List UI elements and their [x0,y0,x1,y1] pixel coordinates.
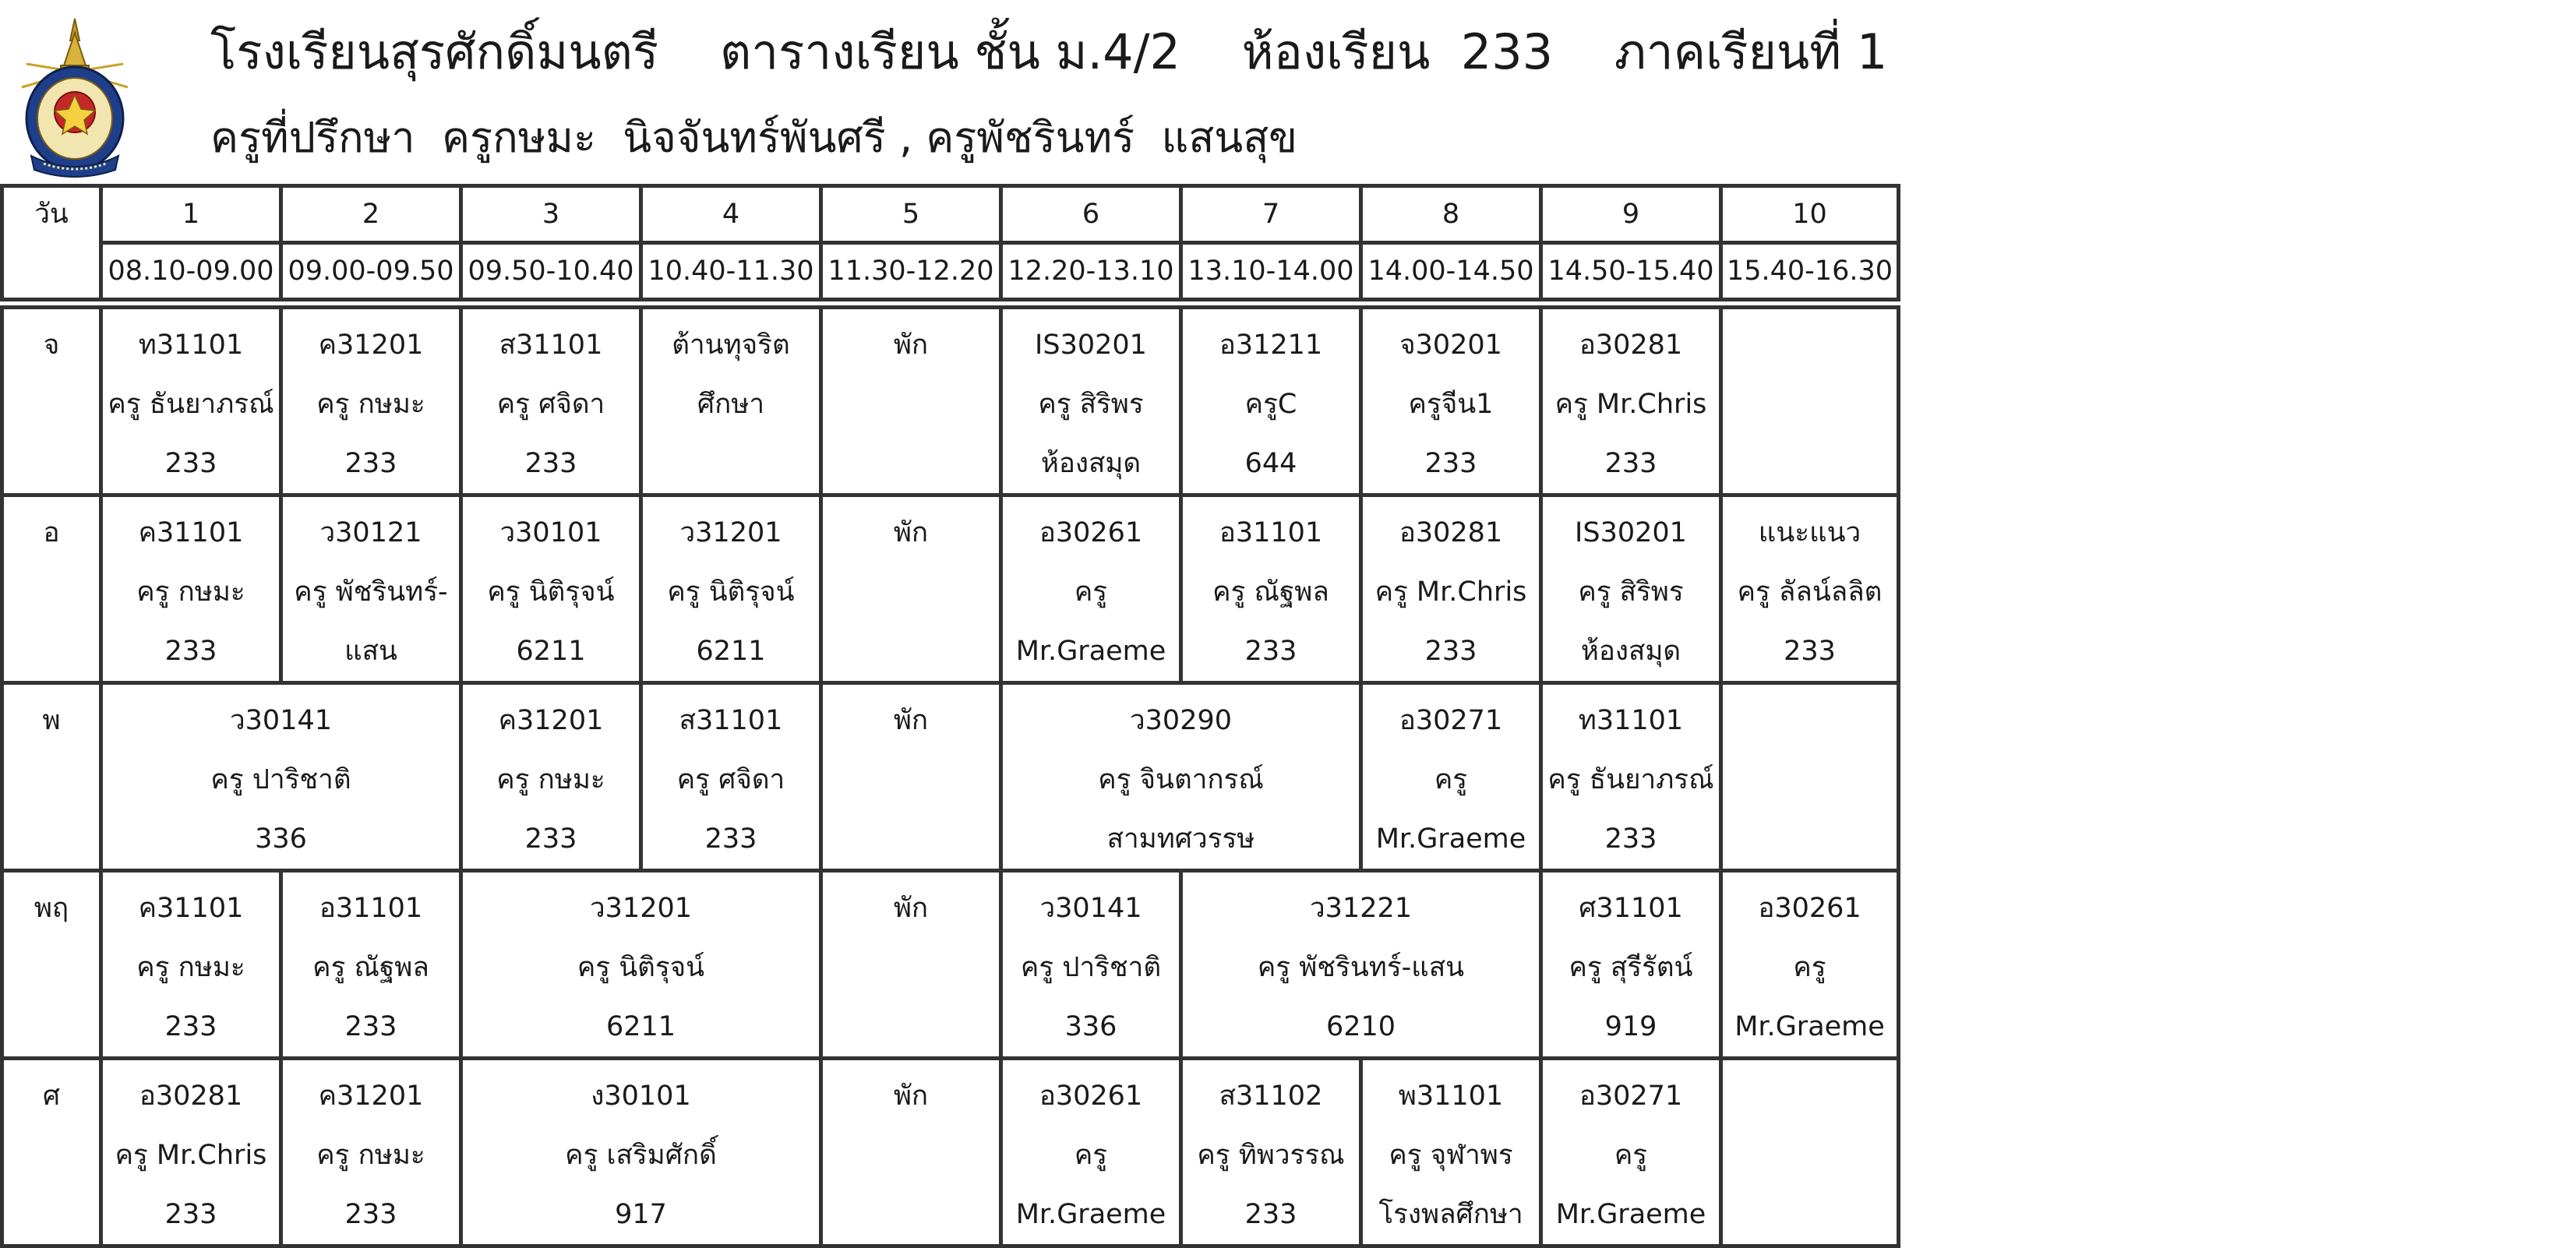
subject-code: ท31101 [138,330,244,361]
class-cell [1541,871,1721,1059]
teacher-name: ครู ศจิดา [676,764,785,795]
class-cell [1001,683,1361,871]
timetable [0,184,1900,1248]
room-number: 917 [615,1199,667,1230]
teacher-name: ศึกษา [697,389,765,420]
page-title: โรงเรียนสุรศักดิ์มนตรี ตารางเรียน ชั้น ม.4/2 ห้องเรียน 233 ภาคเรียนที่ 1 [210,23,1888,80]
class-cell [1721,871,1899,1059]
day-row [2,308,1899,495]
subject-code: อ31101 [1219,517,1323,548]
teacher-name: ครู ลัลน์ลลิต [1737,576,1883,608]
teacher-name: ครู จุฬาพร [1389,1140,1513,1171]
subject-code: ส31101 [499,330,603,361]
teacher-name: ครู สุรีรัตน์ [1569,952,1693,983]
day-label: พฤ [2,871,101,1059]
class-cell [1361,683,1541,871]
room-number: 233 [164,448,217,479]
room-number: Mr.Graeme [1375,823,1526,855]
teacher-name: ครู ปาริชาติ [1020,952,1162,983]
room-number: 233 [344,1199,397,1230]
period-number-row [2,186,1899,243]
subject-code: ส31101 [679,705,783,736]
subject-code: ศ31101 [1579,893,1683,924]
day-label: ศ [2,1059,101,1246]
period-time: 08.10-09.00 [101,243,281,300]
room-number: 644 [1244,448,1297,479]
teacher-name: ครู สิริพร [1038,389,1144,420]
period-time-row [2,243,1899,300]
subject-code: ส31102 [1219,1081,1323,1112]
room-number: 919 [1604,1011,1657,1042]
subject-code: อ30261 [1758,893,1861,924]
subject-code: ว30141 [1039,893,1142,924]
period-number: 10 [1721,186,1899,243]
teacher-name: ครู [1614,1140,1648,1171]
teacher-name: ครู ธันยาภรณ์ [108,389,274,420]
class-cell [641,308,821,495]
class-cell [461,871,821,1059]
empty-cell [1721,308,1899,495]
class-cell [821,871,1001,1059]
class-cell [101,308,281,495]
room-number: Mr.Graeme [1015,1199,1166,1230]
room-number: 233 [344,1011,397,1042]
teacher-name: ครู [1434,764,1468,795]
period-number: 4 [641,186,821,243]
room-number: 233 [1244,636,1297,667]
class-cell [641,495,821,683]
class-cell [461,683,641,871]
class-cell [101,871,281,1059]
subject-code: ท31101 [1578,705,1684,736]
subject-code: อ30261 [1039,1081,1143,1112]
class-cell [461,495,641,683]
room-number: Mr.Graeme [1015,636,1166,667]
teacher-name: ครู Mr.Chris [115,1140,267,1171]
period-time: 15.40-16.30 [1721,243,1899,300]
class-cell [101,683,461,871]
class-cell [1181,308,1361,495]
class-cell [1541,308,1721,495]
subject-code: ว30290 [1130,705,1232,736]
room-number: 233 [164,1199,217,1230]
teacher-name: ครู พัชรินทร์- [294,576,448,608]
period-time: 12.20-13.10 [1001,243,1181,300]
room-number: 233 [524,823,577,855]
teacher-name: ครู นิติรุจน์ [487,576,615,608]
subject-code: แนะแนว [1758,517,1861,548]
period-time: 13.10-14.00 [1181,243,1361,300]
room-number: แสน [344,636,397,667]
day-label: พ [2,683,101,871]
subject-code: ว30141 [230,705,332,736]
subject-code: อ30281 [139,1081,243,1112]
period-time: 14.00-14.50 [1361,243,1541,300]
room-number: ห้องสมุด [1040,448,1142,479]
subject-code: อ30271 [1579,1081,1683,1112]
subject-code: ว31201 [590,893,692,924]
teacher-name: ครู พัชรินทร์-แสน [1257,952,1465,983]
subject-code: พัก [893,517,929,548]
period-number: 7 [1181,186,1361,243]
period-time: 10.40-11.30 [641,243,821,300]
empty-cell [1721,1059,1899,1246]
class-cell [1361,495,1541,683]
class-cell [281,1059,461,1246]
subject-code: ค31101 [138,893,244,924]
room-number: 233 [1784,636,1836,667]
class-cell [1541,683,1721,871]
period-number: 6 [1001,186,1181,243]
class-cell [461,308,641,495]
subject-code: ค31101 [138,517,244,548]
subject-code: อ31101 [319,893,423,924]
teacher-name: ครู ศจิดา [496,389,605,420]
teacher-name: ครู [1074,576,1108,608]
class-cell [1541,495,1721,683]
subject-code: IS30201 [1035,330,1147,361]
room-number: 6211 [516,636,586,667]
class-cell [821,308,1001,495]
teacher-name: ครู Mr.Chris [1554,389,1707,420]
teacher-name: ครู ทิพวรรณ [1197,1140,1345,1171]
room-number: 233 [1604,448,1657,479]
class-cell [1361,1059,1541,1246]
teacher-name: ครู กษมะ [136,952,245,983]
subject-code: อ30281 [1399,517,1503,548]
room-number: 233 [1424,448,1477,479]
advisor-line: ครูที่ปรึกษา ครูกษมะ นิจจันทร์พันศรี , ครูพัชรินทร์ แสนสุข [210,113,1298,162]
teacher-name: ครู ธันยาภรณ์ [1547,764,1714,795]
class-cell [1181,871,1541,1059]
room-number: 233 [1424,636,1477,667]
empty-cell [1721,683,1899,871]
day-row [2,683,1899,871]
subject-code: ค31201 [318,1081,424,1112]
room-number: 233 [704,823,757,855]
period-time: 11.30-12.20 [821,243,1001,300]
room-number: ห้องสมุด [1580,636,1681,667]
subject-code: ว30101 [499,517,602,548]
teacher-name: ครูC [1244,389,1297,420]
subject-code: อ30271 [1399,705,1503,736]
class-cell [281,495,461,683]
teacher-name: ครู ปาริชาติ [210,764,351,795]
room-number: 336 [255,823,307,855]
subject-code: ง30101 [591,1081,691,1112]
subject-code: พัก [893,705,929,736]
room-number: 336 [1064,1011,1117,1042]
class-cell [101,495,281,683]
teacher-name: ครู นิติรุจน์ [577,952,705,983]
school-emblem-logo [16,17,134,179]
teacher-name: ครู จินตากรณ์ [1098,764,1264,795]
room-number: 6211 [696,636,766,667]
class-cell [1001,308,1181,495]
teacher-name: ครู กษมะ [316,389,425,420]
subject-code: พัก [893,893,929,924]
teacher-name: ครู Mr.Chris [1374,576,1527,608]
teacher-name: ครู สิริพร [1578,576,1684,608]
period-number: 1 [101,186,281,243]
class-cell [1001,495,1181,683]
subject-code: ค31201 [318,330,424,361]
room-number: Mr.Graeme [1734,1011,1885,1042]
class-cell [821,1059,1001,1246]
subject-code: พ31101 [1398,1081,1504,1112]
period-number: 8 [1361,186,1541,243]
room-number: 233 [524,448,577,479]
room-number: 233 [164,636,217,667]
class-cell [1361,308,1541,495]
day-header: วัน [2,186,101,300]
period-time: 09.50-10.40 [461,243,641,300]
day-row [2,871,1899,1059]
subject-code: พัก [893,1081,929,1112]
room-number: Mr.Graeme [1555,1199,1706,1230]
teacher-name: ครู [1793,952,1826,983]
header-divider [2,300,1899,308]
class-cell [1181,1059,1361,1246]
subject-code: ว31221 [1310,893,1412,924]
day-label: อ [2,495,101,683]
room-number: 233 [1604,823,1657,855]
day-label: จ [2,308,101,495]
class-cell [1001,871,1181,1059]
room-number: โรงพลศึกษา [1378,1199,1523,1230]
teacher-name: ครู กษมะ [136,576,245,608]
class-cell [1721,495,1899,683]
subject-code: จ30201 [1399,330,1502,361]
subject-code: ค31201 [498,705,604,736]
day-row [2,495,1899,683]
teacher-name: ครู [1074,1140,1108,1171]
teacher-name: ครูจีน1 [1408,389,1494,420]
period-time: 14.50-15.40 [1541,243,1721,300]
class-cell [281,308,461,495]
period-number: 2 [281,186,461,243]
day-row [2,1059,1899,1246]
room-number: สามทศวรรษ [1106,823,1255,855]
class-cell [641,683,821,871]
period-number: 3 [461,186,641,243]
subject-code: ต้านทุจริต [672,330,790,361]
teacher-name: ครู ณัฐพล [1212,576,1329,608]
period-number: 5 [821,186,1001,243]
subject-code: ว31201 [679,517,782,548]
class-cell [461,1059,821,1246]
subject-code: อ30281 [1579,330,1683,361]
room-number: 233 [164,1011,217,1042]
teacher-name: ครู กษมะ [496,764,605,795]
subject-code: อ30261 [1039,517,1143,548]
class-cell [101,1059,281,1246]
period-number: 9 [1541,186,1721,243]
period-time: 09.00-09.50 [281,243,461,300]
teacher-name: ครู กษมะ [316,1140,425,1171]
class-cell [281,871,461,1059]
teacher-name: ครู ณัฐพล [312,952,429,983]
teacher-name: ครู เสริมศักดิ์ [565,1140,717,1171]
room-number: 233 [344,448,397,479]
room-number: 6210 [1325,1011,1396,1042]
class-cell [821,495,1001,683]
room-number: 6211 [605,1011,676,1042]
subject-code: พัก [893,330,929,361]
class-cell [1541,1059,1721,1246]
teacher-name: ครู นิติรุจน์ [667,576,795,608]
class-cell [1181,495,1361,683]
subject-code: ว30121 [319,517,422,548]
subject-code: อ31211 [1219,330,1323,361]
class-cell [821,683,1001,871]
room-number: 233 [1244,1199,1297,1230]
class-cell [1001,1059,1181,1246]
subject-code: IS30201 [1575,517,1687,548]
